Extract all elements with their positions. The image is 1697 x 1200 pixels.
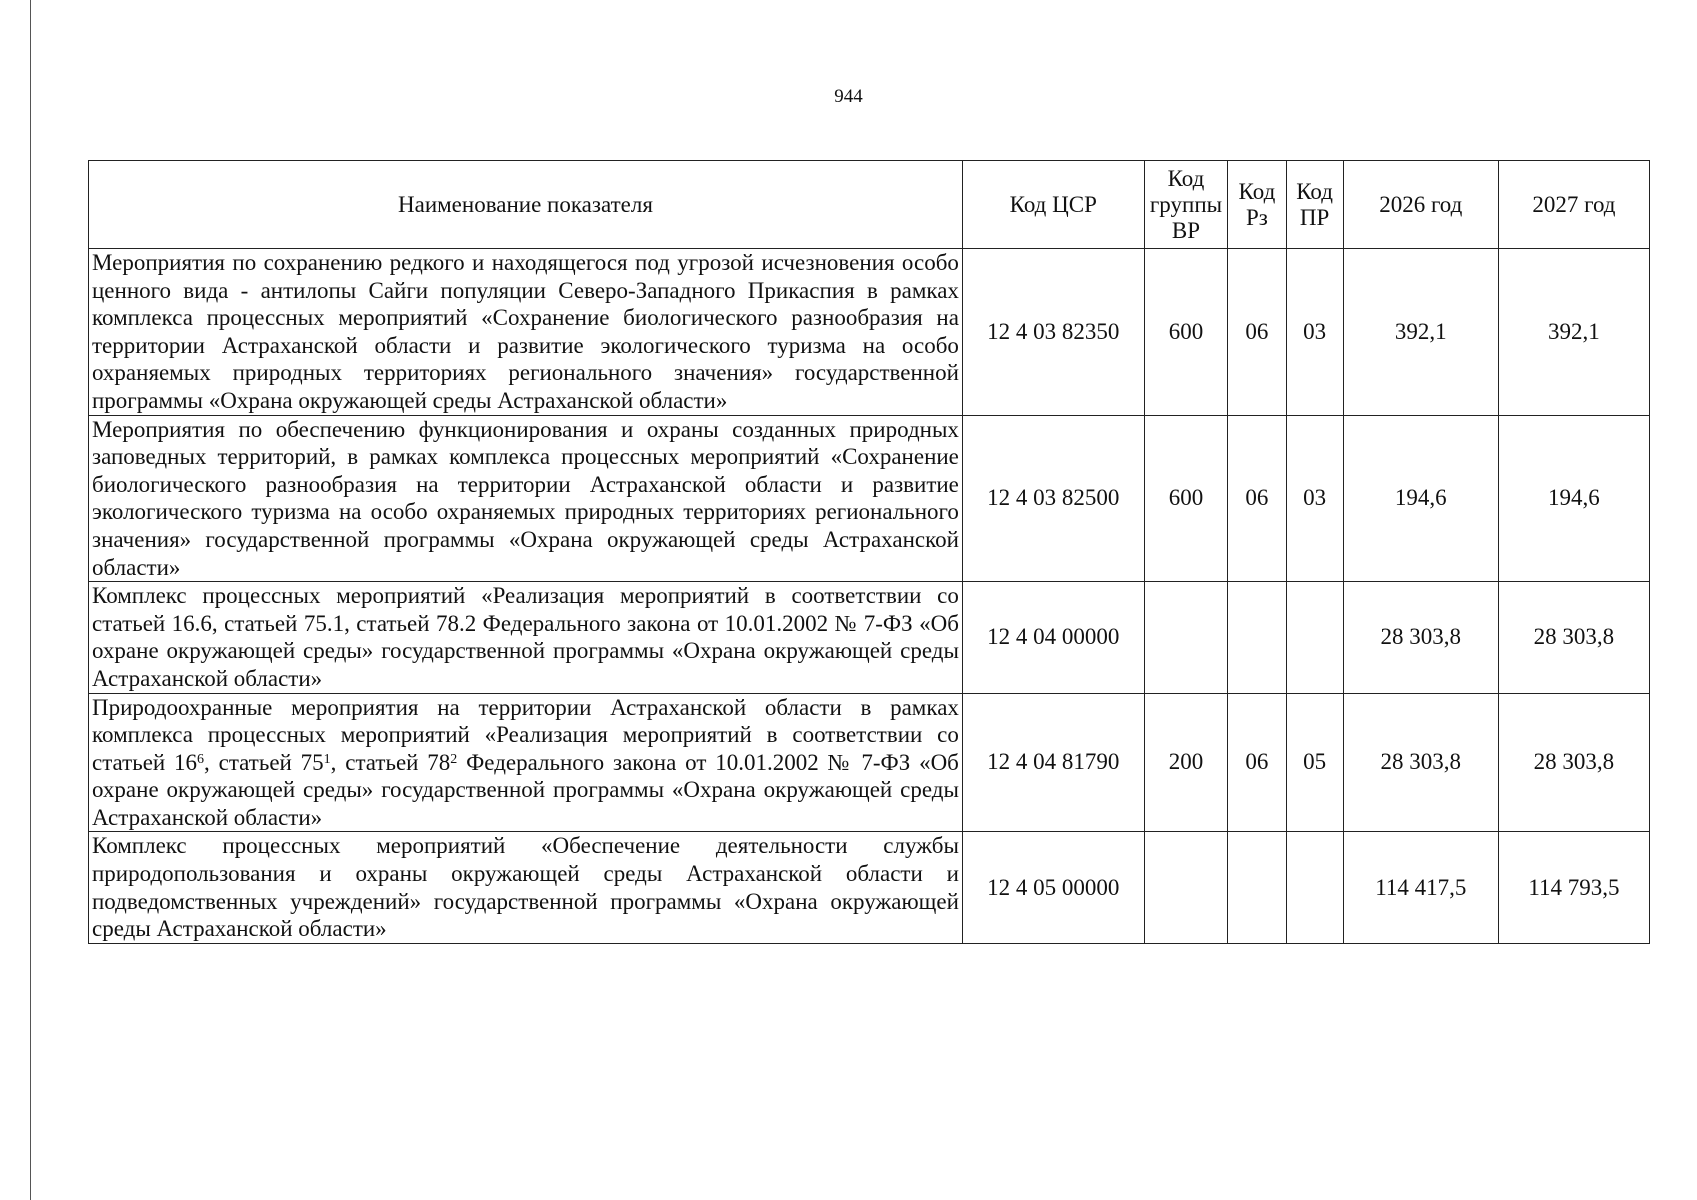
superscript-ref: 6: [197, 751, 205, 767]
row-vr-code: 600: [1144, 249, 1228, 416]
row-pr-code: 05: [1286, 693, 1343, 832]
header-rz-code: Код Рз: [1228, 161, 1286, 249]
row-csr-code: 12 4 03 82350: [962, 249, 1144, 416]
row-amount-2027: 114 793,5: [1498, 832, 1649, 943]
row-amount-2026: 114 417,5: [1343, 832, 1498, 943]
row-pr-code: [1286, 582, 1343, 693]
row-pr-code: 03: [1286, 249, 1343, 416]
name-text-part: Природоохранные мероприятия на территории Астраханской области в рамках комплекса процессных мероприятий «Реализация мероприятий в соответствии со статьей 16: [92, 694, 959, 775]
row-indicator-name: Комплекс процессных мероприятий «Обеспечение деятельности службы природопользования и охраны окружающей среды Астраханской области и подведомственных учреждений» государственной программы «Охрана окружающей среды Астраханской области»: [89, 832, 963, 943]
binding-margin-line: [30, 0, 31, 1200]
row-amount-2026: 28 303,8: [1343, 693, 1498, 832]
row-vr-code: [1144, 582, 1228, 693]
row-indicator-name: [89, 693, 963, 832]
row-indicator-name: Мероприятия по обеспечению функционирования и охраны созданных природных заповедных территорий, в рамках комплекса процессных мероприятий «Сохранение биологического разнообразия на территории Астраханской области и развитие экологического туризма на особо охраняемых природных территориях регионального значения» государственной программы «Охрана окружающей среды Астраханской области»: [89, 415, 963, 582]
table-row: [89, 693, 1650, 832]
row-vr-code: [1144, 832, 1228, 943]
header-pr-code: Код ПР: [1286, 161, 1343, 249]
header-indicator-name: Наименование показателя: [89, 161, 963, 249]
header-year-2027: 2027 год: [1498, 161, 1649, 249]
table-row: [89, 249, 1650, 416]
row-amount-2026: 194,6: [1343, 415, 1498, 582]
row-amount-2026: 392,1: [1343, 249, 1498, 416]
row-rz-code: 06: [1228, 415, 1286, 582]
row-vr-code: 200: [1144, 693, 1228, 832]
name-text-part: Федерального закона от 10.01.2002 № 7-ФЗ «Об охране окружающей среды» государственной программы «Охрана окружающей среды Астраханской области»: [92, 749, 959, 830]
table-row: [89, 582, 1650, 693]
row-rz-code: [1228, 832, 1286, 943]
row-rz-code: 06: [1228, 693, 1286, 832]
header-vr-group-code: Код группы ВР: [1144, 161, 1228, 249]
row-amount-2027: 194,6: [1498, 415, 1649, 582]
row-csr-code: 12 4 04 81790: [962, 693, 1144, 832]
table-row: [89, 832, 1650, 943]
row-indicator-name: Комплекс процессных мероприятий «Реализация мероприятий в соответствии со статьей 16.6, статьей 75.1, статьей 78.2 Федерального закона от 10.01.2002 № 7-ФЗ «Об охране окружающей среды» государственной программы «Охрана окружающей среды Астраханской области»: [89, 582, 963, 693]
row-amount-2027: 392,1: [1498, 249, 1649, 416]
row-indicator-name: Мероприятия по сохранению редкого и находящегося под угрозой исчезновения особо ценного вида - антилопы Сайги популяции Северо-Западного Прикаспия в рамках комплекса процессных мероприятий «Сохранение биологического разнообразия на территории Астраханской области и развитие экологического туризма на особо охраняемых природных территориях регионального значения» государственной программы «Охрана окружающей среды Астраханской области»: [89, 249, 963, 416]
row-csr-code: 12 4 03 82500: [962, 415, 1144, 582]
name-text-part: , статьей 75: [204, 749, 324, 775]
row-amount-2026: 28 303,8: [1343, 582, 1498, 693]
table-header-row: [89, 161, 1650, 249]
header-year-2026: 2026 год: [1343, 161, 1498, 249]
row-rz-code: [1228, 582, 1286, 693]
budget-table: [88, 160, 1650, 944]
row-amount-2027: 28 303,8: [1498, 582, 1649, 693]
header-csr-code: Код ЦСР: [962, 161, 1144, 249]
row-pr-code: 03: [1286, 415, 1343, 582]
row-vr-code: 600: [1144, 415, 1228, 582]
superscript-ref: 1: [323, 751, 331, 767]
row-csr-code: 12 4 05 00000: [962, 832, 1144, 943]
row-pr-code: [1286, 832, 1343, 943]
superscript-ref: 2: [450, 751, 458, 767]
page-number: 944: [834, 86, 863, 107]
row-rz-code: 06: [1228, 249, 1286, 416]
row-amount-2027: 28 303,8: [1498, 693, 1649, 832]
row-csr-code: 12 4 04 00000: [962, 582, 1144, 693]
table-row: [89, 415, 1650, 582]
name-text-part: , статьей 78: [330, 749, 451, 775]
